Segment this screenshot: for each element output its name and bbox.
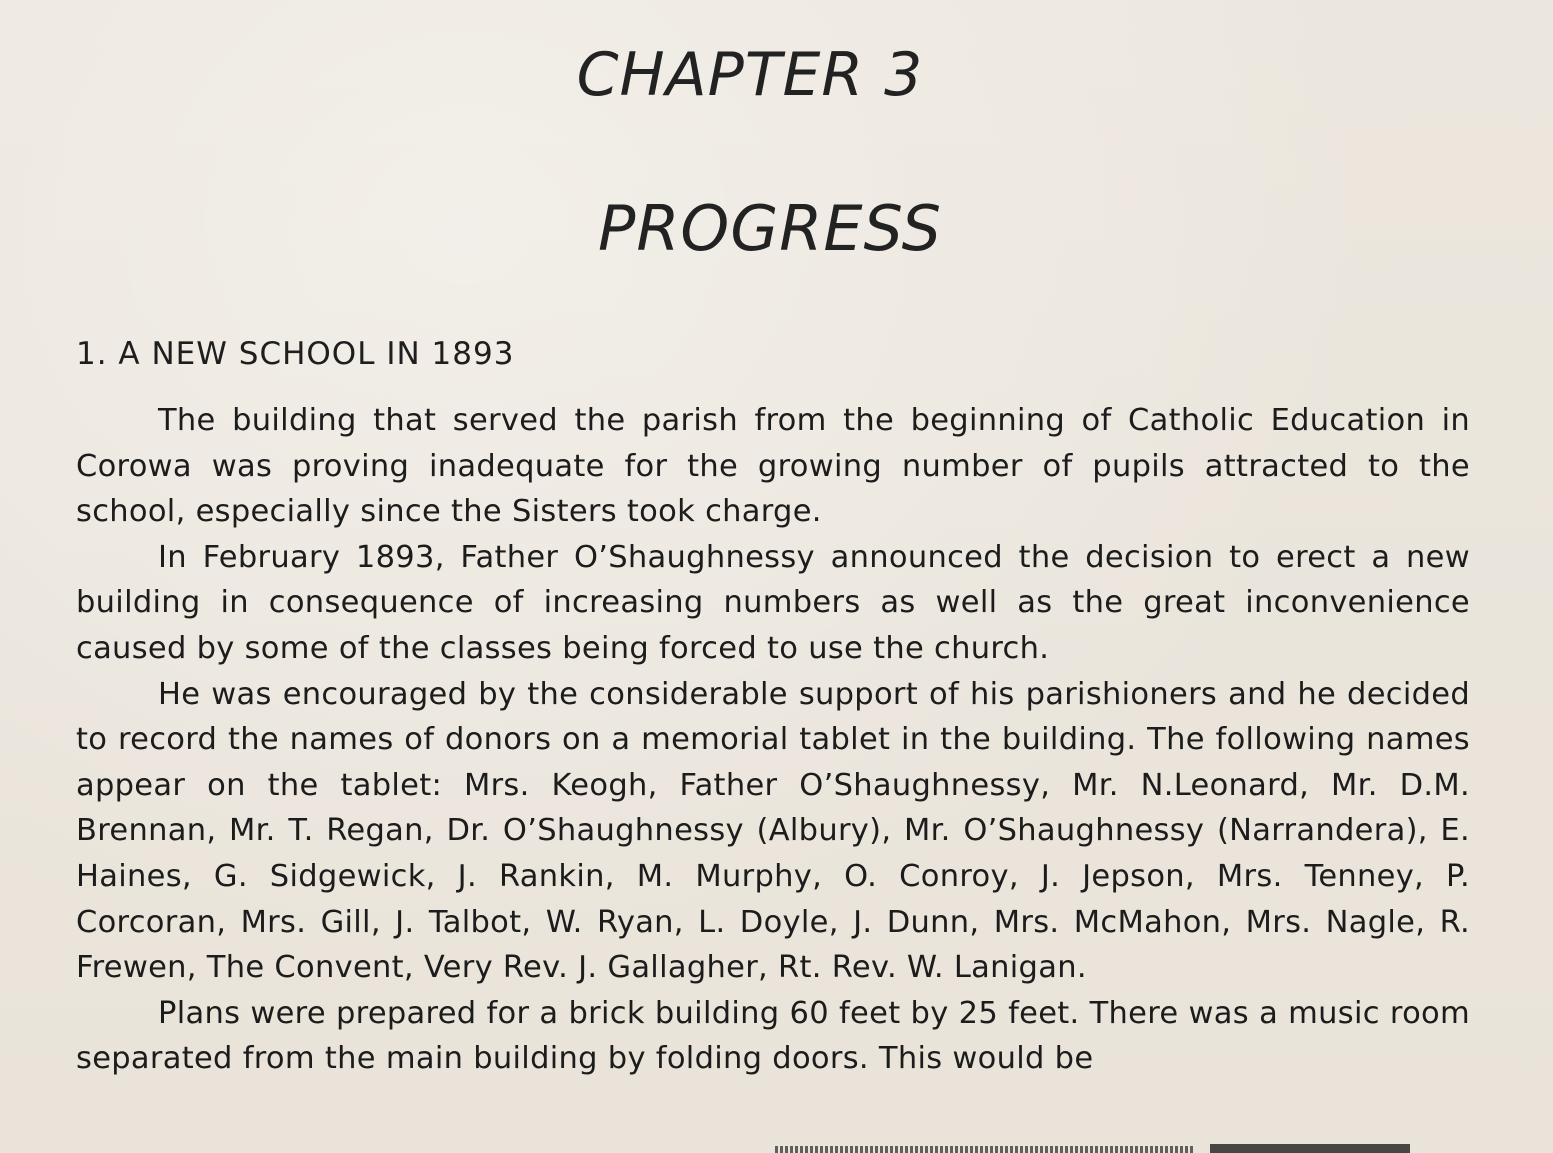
page-edge-rule	[775, 1146, 1195, 1153]
paragraph: Plans were prepared for a brick building 60 feet by 25 feet. There was a music room separated from the main building by folding doors. This would be	[76, 995, 1470, 1077]
paragraph: The building that served the parish from the beginning of Catholic Education in Corowa was proving inadequate for the growing number of pupils attracted to the school, especially since the Sisters took charge.	[76, 403, 1470, 530]
chapter-title: PROGRESS	[597, 192, 943, 265]
page-edge-rule	[1210, 1144, 1410, 1153]
paragraph: He was encouraged by the considerable support of his parishioners and he decided to record the names of donors on a memorial tablet in the building. The following names appear on the tablet: Mrs. Keogh, Father O’Shaughnessy, Mr. N.Leonard, Mr. D.M. Brennan, Mr. T. Regan, Dr. O’Shaughnessy (Albury), Mr. O’Shaughnessy (Narrandera), E. Haines, G. Sidgewick, J. Rankin, M. Murphy, O. Conroy, J. Jepson, Mrs. Tenney, P. Corcoran, Mrs. Gill, J. Talbot, W. Ryan, L. Doyle, J. Dunn, Mrs. McMahon, Mrs. Nagle, R. Frewen, The Convent, Very Rev. J. Gallagher, Rt. Rev. W. Lanigan.	[76, 676, 1470, 986]
section-heading: 1. A NEW SCHOOL IN 1893	[76, 336, 515, 372]
paragraph: In February 1893, Father O’Shaughnessy announced the decision to erect a new building in consequence of increasing numbers as well as the great inconvenience caused by some of the classes being forced to use the church.	[76, 539, 1470, 666]
body-text	[76, 398, 1470, 1082]
chapter-heading: CHAPTER 3	[576, 40, 924, 110]
